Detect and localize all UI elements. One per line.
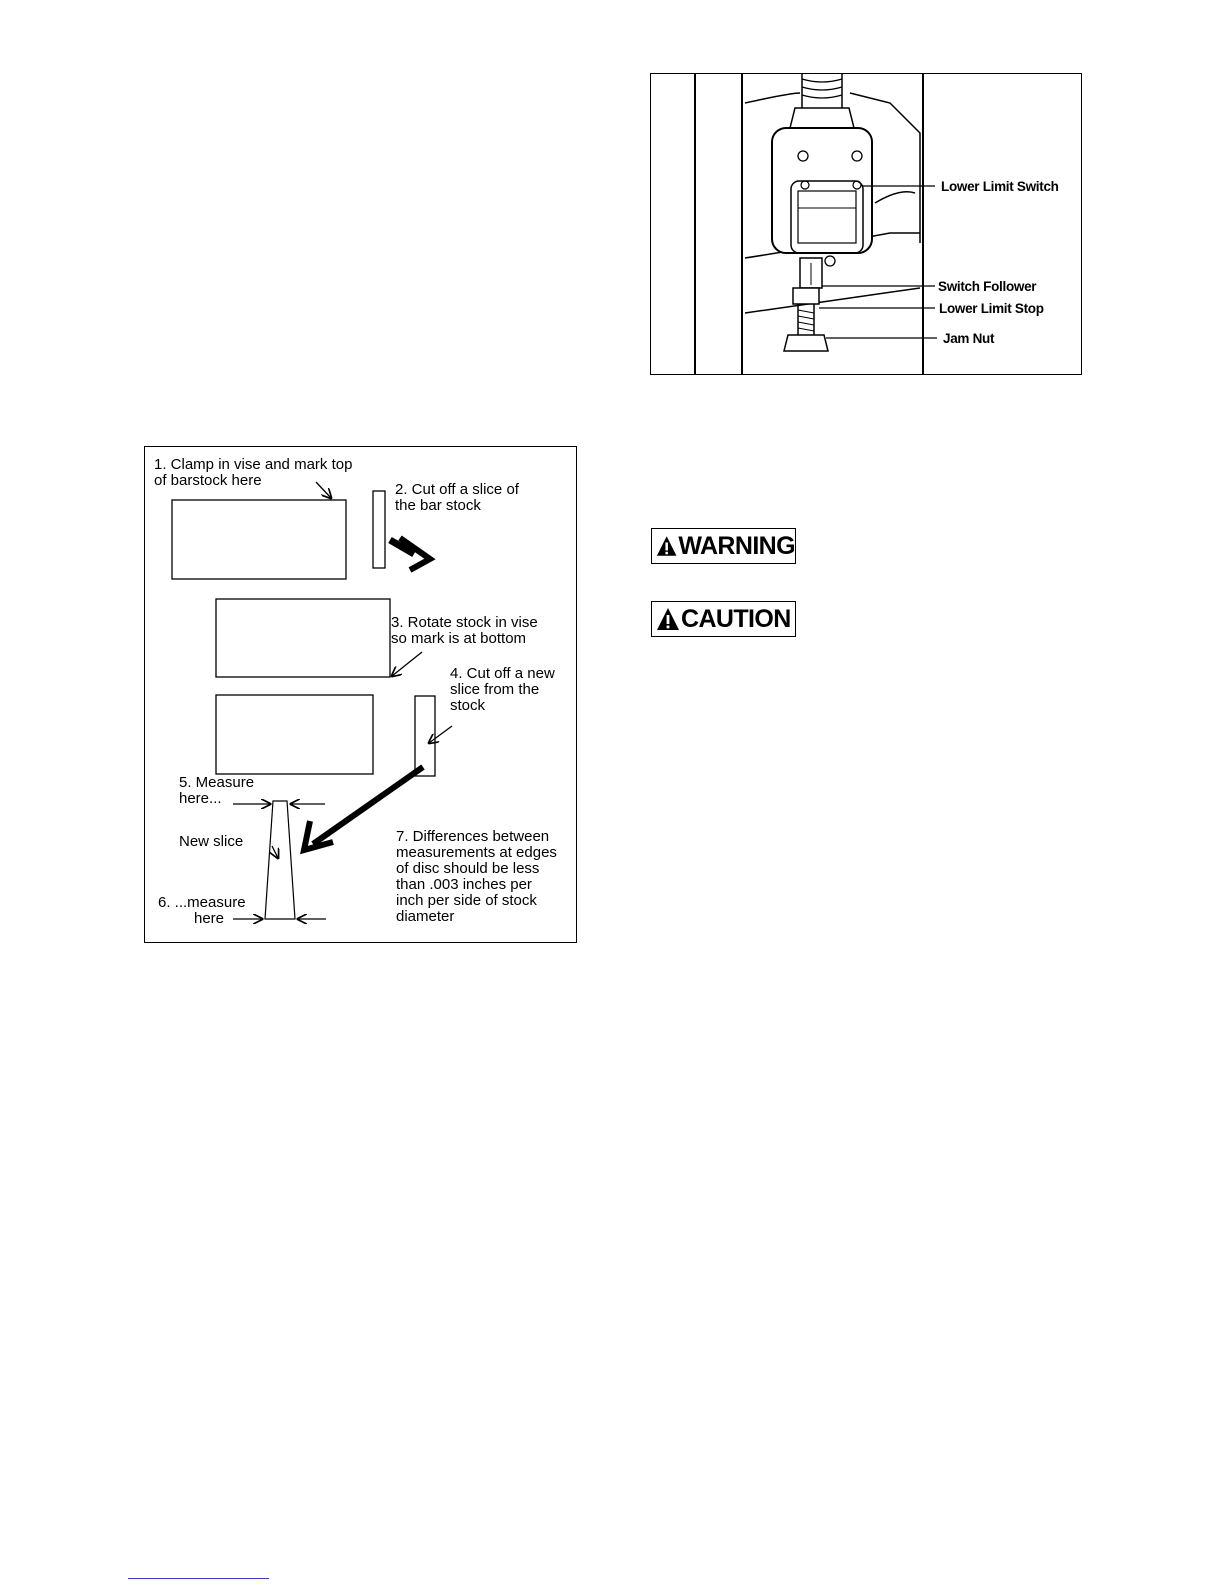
caution-badge bbox=[651, 601, 796, 637]
caution-triangle-icon bbox=[656, 607, 680, 631]
label-lower-limit-stop: Lower Limit Stop bbox=[939, 301, 1044, 316]
footer-link-underline[interactable] bbox=[128, 1578, 269, 1579]
step1-line1: 1. Clamp in vise and mark top bbox=[154, 456, 353, 473]
step6-line1: 6. ...measure bbox=[158, 894, 246, 911]
new-slice-label: New slice bbox=[179, 833, 244, 850]
step5-line1: 5. Measure bbox=[179, 774, 255, 791]
step7-line4: than .003 inches per bbox=[396, 876, 532, 893]
step7-line1: 7. Differences between bbox=[396, 828, 550, 845]
step7-line3: of disc should be less bbox=[396, 860, 540, 877]
step7-line2: measurements at edges bbox=[396, 844, 557, 861]
warning-badge bbox=[651, 528, 796, 564]
step4-line2: slice from the bbox=[450, 681, 540, 698]
label-lower-limit-switch: Lower Limit Switch bbox=[941, 179, 1059, 194]
limit-switch-drawing bbox=[650, 73, 1082, 375]
caution-label: CAUTION bbox=[681, 604, 791, 633]
step2-line1: 2. Cut off a slice of bbox=[395, 481, 519, 498]
step4-line3: stock bbox=[450, 697, 486, 714]
step1-line2: of barstock here bbox=[154, 472, 262, 489]
step6-line2: here bbox=[194, 910, 225, 927]
step7-line6: diameter bbox=[396, 908, 455, 925]
warning-label: WARNING bbox=[678, 531, 795, 560]
label-jam-nut: Jam Nut bbox=[943, 331, 995, 346]
step2-line2: the bar stock bbox=[395, 497, 481, 514]
warning-triangle-icon bbox=[656, 534, 677, 558]
step5-line2: here... bbox=[179, 790, 222, 807]
procedure-figure bbox=[144, 446, 577, 943]
step7-line5: inch per side of stock bbox=[396, 892, 537, 909]
step3-line1: 3. Rotate stock in vise bbox=[391, 614, 538, 631]
step4-line1: 4. Cut off a new bbox=[450, 665, 555, 682]
step3-line2: so mark is at bottom bbox=[391, 630, 527, 647]
label-switch-follower: Switch Follower bbox=[938, 279, 1037, 294]
limit-switch-figure bbox=[650, 73, 1082, 375]
